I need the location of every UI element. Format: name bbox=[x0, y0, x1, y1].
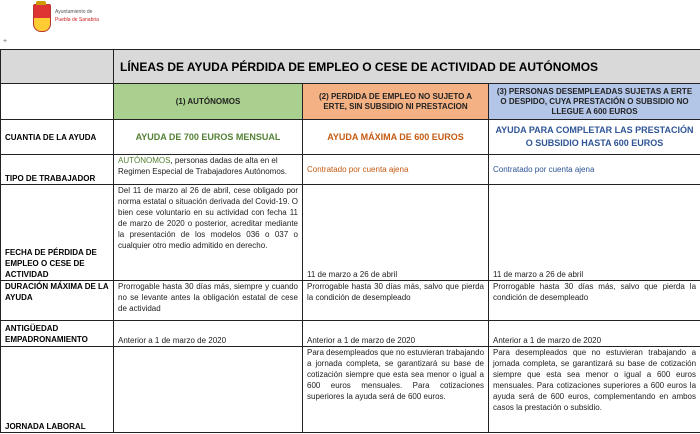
empty-header-cell bbox=[1, 84, 114, 120]
jornada-autonomos bbox=[114, 347, 303, 433]
fecha-desempleados-erte: 11 de marzo a 26 de abril bbox=[489, 185, 700, 281]
jornada-perdida-empleo: Para desempleados que no estuvieran trabajando a jornada completa, se garantizará su base de cotización siempre que esta sea menor o igual a 600 euros mensuales. Para cotizaciones superiores la ayuda será de 600 euros. bbox=[303, 347, 489, 433]
row-label-duracion: DURACIÓN MÁXIMA DE LA AYUDA bbox=[1, 281, 114, 321]
fecha-perdida-empleo: 11 de marzo a 26 de abril bbox=[303, 185, 489, 281]
duracion-autonomos: Prorrogable hasta 30 días más, siempre y cuando no se levante antes la obligación estatal de cese de actividad bbox=[114, 281, 303, 321]
cuantia-perdida-empleo: AYUDA MÁXIMA DE 600 EUROS bbox=[303, 120, 489, 155]
row-label-cuantia: CUANTIA DE LA AYUDA bbox=[1, 120, 114, 155]
duracion-desempleados-erte: Prorrogable hasta 30 días más, salvo que pierda la condición de desempleado bbox=[489, 281, 700, 321]
tipo-autonomos-highlight: AUTÓNOMOS bbox=[118, 156, 171, 165]
cuantia-desempleados-erte: AYUDA PARA COMPLETAR LAS PRESTACIÓN O SUBSIDIO HASTA 600 EUROS bbox=[489, 120, 700, 155]
logo-line-1: Ayuntamiento de bbox=[55, 9, 93, 15]
table-title: LÍNEAS DE AYUDA PÉRDIDA DE EMPLEO O CESE DE ACTIVIDAD DE AUTÓNOMOS bbox=[114, 50, 700, 84]
tipo-perdida-empleo: Contratado por cuenta ajena bbox=[303, 155, 489, 185]
header-perdida-empleo: (2) PERDIDA DE EMPLEO NO SUJETO A ERTE, SIN SUBSIDIO NI PRESTACION bbox=[303, 84, 489, 120]
tipo-autonomos-text: , personas dadas de alta en el Regimen Especial de Trabajadores Autónomos. bbox=[118, 156, 287, 176]
empty-corner-cell bbox=[1, 50, 114, 84]
crown-icon bbox=[36, 1, 46, 5]
antiguedad-autonomos: Anterior a 1 de marzo de 2020 bbox=[114, 321, 303, 347]
header-autonomos: (1) AUTÓNOMOS bbox=[114, 84, 303, 120]
aid-lines-table bbox=[0, 49, 700, 433]
antiguedad-perdida-empleo: Anterior a 1 de marzo de 2020 bbox=[303, 321, 489, 347]
row-label-jornada: JORNADA LABORAL bbox=[1, 347, 114, 433]
jornada-desempleados-erte: Para desempleados que no estuvieran trabajando a jornada completa, se garantizará su base de cotización siempre que esta sea menor o igual a 600 euros mensuales. Para cotizaciones superiores a 600 euros la ayuda será de 600 euros, complementando en ambos casos la prestación o subsidio. bbox=[489, 347, 700, 433]
row-label-fecha: FECHA DE PÉRDIDA DE EMPLEO O CESE DE ACTIVIDAD bbox=[1, 185, 114, 281]
header-desempleados-erte: (3) PERSONAS DESEMPLEADAS SUJETAS A ERTE O DESPIDO, CUYA PRESTACIÓN O SUBSIDIO NO LLEGUE A 600 EUROS bbox=[489, 84, 700, 120]
coat-of-arms-icon bbox=[33, 4, 51, 32]
tipo-autonomos bbox=[114, 155, 303, 185]
cuantia-autonomos: AYUDA DE 700 EUROS MENSUAL bbox=[114, 120, 303, 155]
row-label-antiguedad: ANTIGÜEDAD EMPADRONAMIENTO bbox=[1, 321, 114, 347]
duracion-perdida-empleo: Prorrogable hasta 30 días más, salvo que pierda la condición de desempleado bbox=[303, 281, 489, 321]
tipo-desempleados-erte: Contratado por cuenta ajena bbox=[489, 155, 700, 185]
municipal-logo bbox=[33, 4, 113, 36]
logo-line-2: Puebla de Sanabria bbox=[55, 17, 99, 23]
fecha-autonomos: Del 11 de marzo al 26 de abril, cese obligado por norma estatal o situación derivada del Covid-19. O bien cese voluntario en su actividad con fecha 11 de marzo de 2020 o posterior, acreditar mediante la presentación de los modelos 036 o 037 o cualquier otro medio admitido en derecho. bbox=[114, 185, 303, 281]
row-label-tipo: TIPO DE TRABAJADOR bbox=[1, 155, 114, 185]
antiguedad-desempleados-erte: Anterior a 1 de marzo de 2020 bbox=[489, 321, 700, 347]
page-mark: + bbox=[3, 38, 8, 45]
